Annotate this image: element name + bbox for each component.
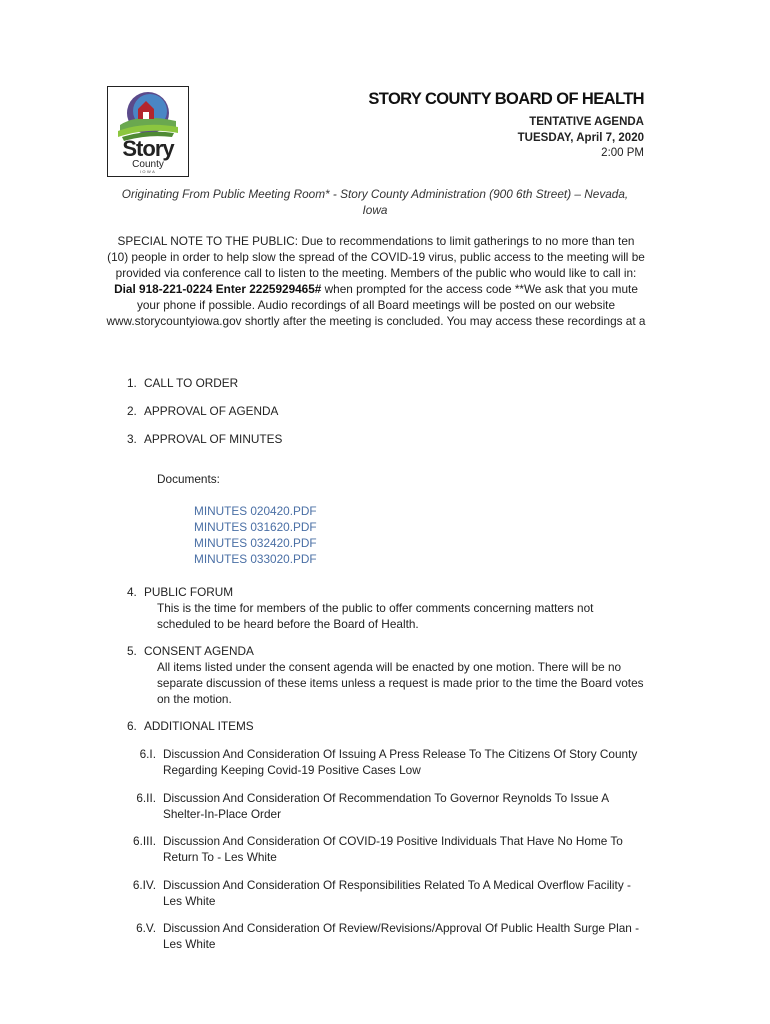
page-title: STORY COUNTY BOARD OF HEALTH xyxy=(368,90,644,108)
logo-emblem-icon xyxy=(108,87,188,175)
documents-list xyxy=(194,503,317,567)
public-forum-description: This is the time for members of the public to offer comments concerning matters not scheduled to be heard before the Board of Health. xyxy=(157,601,594,631)
document-link[interactable]: MINUTES 020420.PDF xyxy=(194,504,317,518)
special-note-text: SPECIAL NOTE TO THE PUBLIC: Due to recommendations to limit gatherings to no more than ten (10) people in order to help slow the spread of the COVID-19 virus, public access to the meeting will be provided via conference call to listen to the meeting. Members of the public who would like to call in: xyxy=(107,234,645,280)
document-link[interactable]: MINUTES 032420.PDF xyxy=(194,536,317,550)
meeting-time: 2:00 PM xyxy=(601,147,644,159)
consent-agenda-description: All items listed under the consent agenda will be enacted by one motion. There will be no separate discussion of these items unless a request is made prior to the time the Board votes on the motion. xyxy=(157,660,644,706)
agenda-subtitle: TENTATIVE AGENDA xyxy=(529,116,644,128)
documents-label: Documents: xyxy=(157,472,220,486)
meeting-date: TUESDAY, April 7, 2020 xyxy=(517,131,644,144)
agenda-item-additional-items: 6. ADDITIONAL ITEMS xyxy=(127,719,254,733)
document-link[interactable]: MINUTES 031620.PDF xyxy=(194,520,317,534)
agenda-item-approval-of-minutes: 3. APPROVAL OF MINUTES xyxy=(127,432,283,446)
agenda-item-public-forum: 4. PUBLIC FORUM xyxy=(127,585,234,599)
document-link[interactable]: MINUTES 033020.PDF xyxy=(194,552,317,566)
svg-text:Story: Story xyxy=(122,136,174,161)
special-note-text-continued: when prompted for the access code **We ask that you mute your phone if possible. Audio recordings of all Board meetings will be posted on our website www.storycountyiowa.gov shortly after the meeting is concluded. You may access these recordings at a xyxy=(106,282,646,328)
meeting-location: Originating From Public Meeting Room* - Story County Administration (900 6th Street) – Nevada, Iowa xyxy=(121,187,629,217)
document-page: Story County IOWA STORY COUNTY BOARD OF HEALTH TENTATIVE AGENDA TUESDAY, April 7, 2020 2:00 PM Originating From Public Meeting Room* - Story County Administration (900 6th Street) – Nevada, Iowa SPECIAL NOTE TO THE PUBLIC: Due to recommendations to limit gatherings to no more than ten (10) people in order to help slow the spread of the COVID-19 virus, public access to the meeting will be provided via conference call to listen to the meeting. Members of the public who would like to call in: Dial 918-221-0224 Enter 2225929465# when prompted for the access code **We ask that you mute your phone if possible. Audio recordings of all Board meetings will be posted on our website www.storycountyiowa.gov shortly after the meeting is concluded. You may access these recordings at a 1. CALL TO ORDER 2. APPROVAL OF AGENDA 3. APPROVAL OF MINUTES Documents: MINUTES 020420.PDF MINUTES 031620.PDF MINUTES 032420.PDF MINUTES 033020.PDF 4. PUBLIC FORUM This is the time for members of the public to offer comments concerning matters not scheduled to be heard before the Board of Health. 5. CONSENT AGENDA All items listed under the consent agenda will be enacted by one motion. There will be no separate discussion of these items unless a request is made prior to the time the Board votes on the motion. 6. ADDITIONAL ITEMS 6.I. Discussion And Consideration Of Issuing A Press Release To The Citizens Of Story County Regarding Keeping Covid-19 Positive Cases Low 6.II. Discussion And Consideration Of Recommendation To Governor Reynolds To Issue A Shelter-In-Place Order 6.III. Discussion And Consideration Of COVID-19 Positive Individuals That Have No Home To Return To - Les White 6.IV. Discussion And Consideration Of Responsibilities Related To A Medical Overflow Facility - Les White 6.V. Discussion And Consideration Of Review/Revisions/Approval Of Public Health Surge Plan - Les White xyxy=(0,0,770,1024)
svg-text:IOWA: IOWA xyxy=(139,169,157,174)
svg-text:County: County xyxy=(132,159,164,170)
page-header xyxy=(368,89,644,162)
agenda-item-call-to-order: 1. CALL TO ORDER xyxy=(127,376,239,390)
story-county-logo xyxy=(107,86,189,177)
agenda-item-consent-agenda: 5. CONSENT AGENDA xyxy=(127,644,254,658)
dial-in-number: Dial 918-221-0224 Enter 2225929465# xyxy=(114,282,322,296)
special-note xyxy=(106,233,646,329)
agenda-item-approval-of-agenda: 2. APPROVAL OF AGENDA xyxy=(127,404,279,418)
